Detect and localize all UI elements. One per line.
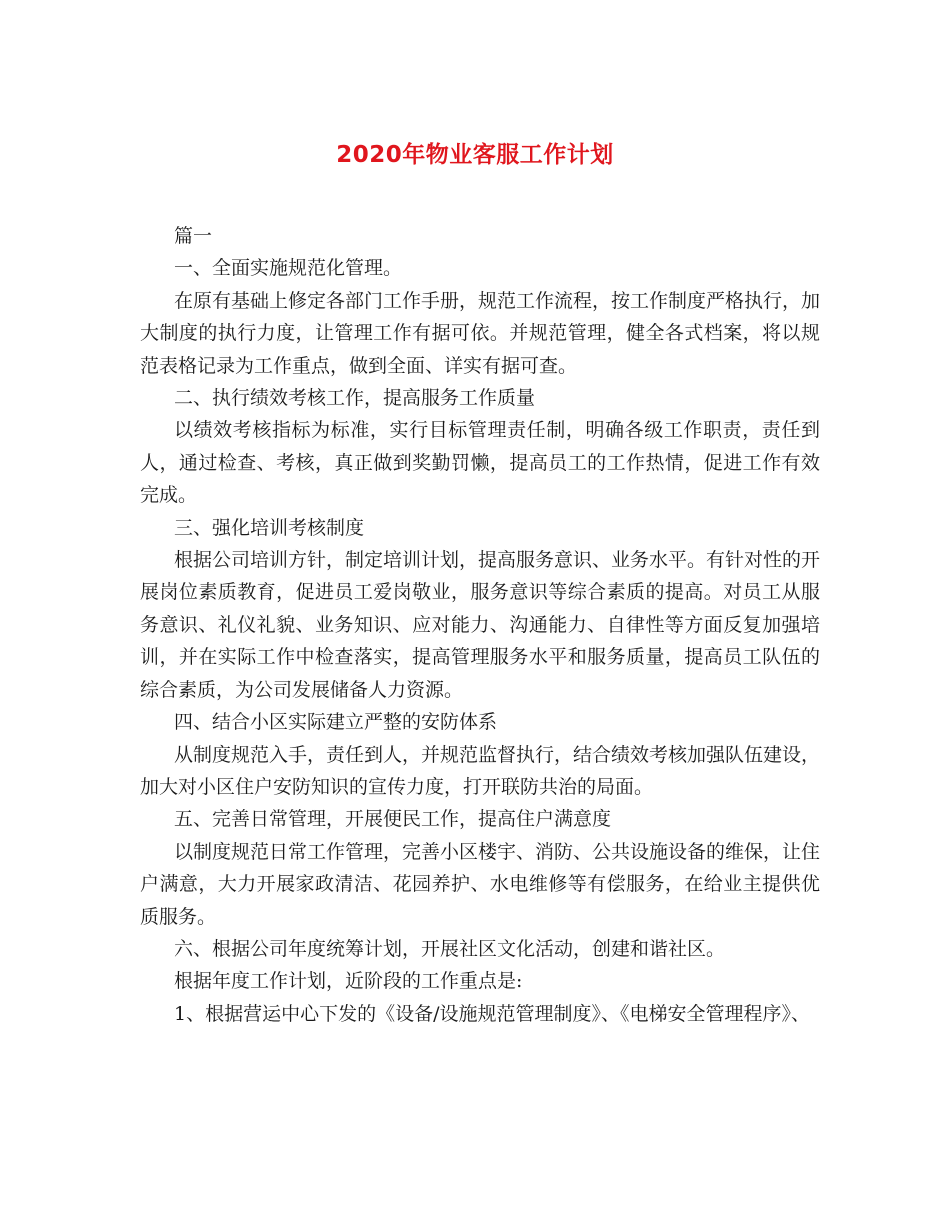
paragraph-5: 以制度规范日常工作管理，完善小区楼宇、消防、公共设施设备的维保，让住户满意，大力开展家政清洁、花园养护、水电维修等有偿服务，在给业主提供优质服务。 (140, 840, 821, 928)
heading-2: 二、执行绩效考核工作，提高服务工作质量 (174, 387, 536, 410)
document-body (140, 220, 820, 1030)
heading-1: 一、全面实施规范化管理。 (174, 257, 403, 280)
paragraph-4: 从制度规范入手，责任到人，并规范监督执行，结合绩效考核加强队伍建设，加大对小区住户安防知识的宣传力度，打开联防共治的局面。 (140, 743, 821, 798)
paragraph-7: 1、根据营运中心下发的《设备/设施规范管理制度》、《电梯安全管理程序》、 (174, 1002, 810, 1025)
paragraph-3: 根据公司培训方针，制定培训计划，提高服务意识、业务水平。有针对性的开展岗位素质教育，促进员工爱岗敬业，服务意识等综合素质的提高。对员工从服务意识、礼仪礼貌、业务知识、应对能力、沟通能力、自律性等方面反复加强培训，并在实际工作中检查落实，提高管理服务水平和服务质量，提高员工队伍的综合素质，为公司发展储备人力资源。 (140, 549, 821, 701)
heading-4: 四、结合小区实际建立严整的安防体系 (174, 711, 498, 734)
paragraph-6: 根据年度工作计划，近阶段的工作重点是: (174, 970, 523, 993)
document-title: 2020年物业客服工作计划 (336, 142, 614, 168)
section-label: 篇一 (174, 225, 213, 247)
paragraph-1: 在原有基础上修定各部门工作手册，规范工作流程，按工作制度严格执行，加大制度的执行力度，让管理工作有据可依。并规范管理，健全各式档案，将以规范表格记录为工作重点，做到全面、详实有据可查。 (140, 289, 821, 377)
heading-5: 五、完善日常管理，开展便民工作，提高住户满意度 (174, 808, 612, 831)
heading-3: 三、强化培训考核制度 (174, 516, 365, 539)
heading-6: 六、根据公司年度统筹计划，开展社区文化活动，创建和谐社区。 (174, 937, 726, 960)
paragraph-2: 以绩效考核指标为标准，实行目标管理责任制，明确各级工作职责，责任到人，通过检查、考核，真正做到奖勤罚懒，提高员工的工作热情，促进工作有效完成。 (140, 419, 820, 507)
